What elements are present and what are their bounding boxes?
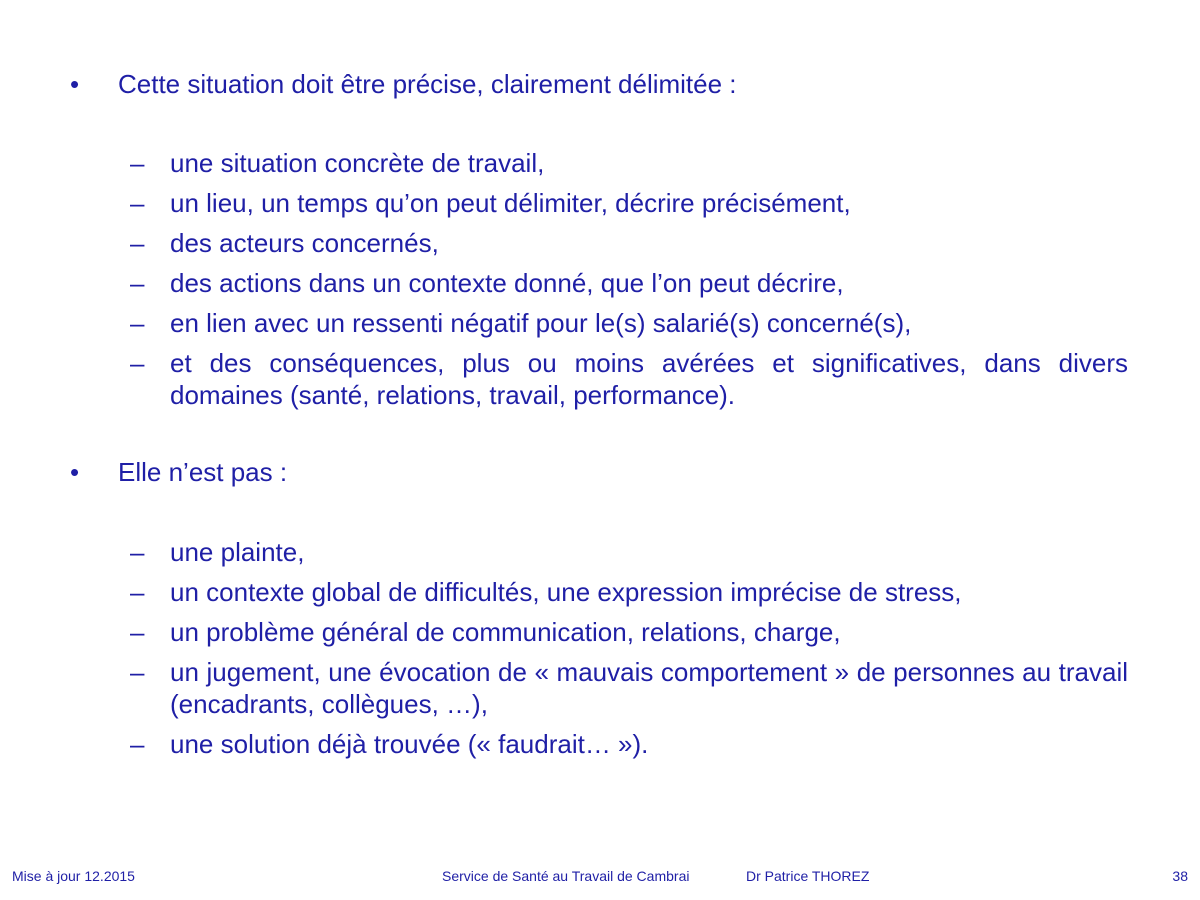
dash-icon: – [130, 729, 145, 759]
dash-icon: – [130, 308, 145, 338]
dash-icon: – [130, 617, 145, 647]
list-item-text: un problème général de communication, relations, charge, [170, 617, 841, 647]
list-item [130, 616, 1128, 648]
list-item [130, 147, 1128, 179]
dash-icon: – [130, 188, 145, 218]
dash-icon: – [130, 148, 145, 178]
bullet-icon: • [70, 69, 80, 99]
list-item-text: une plainte, [170, 537, 305, 567]
list-item-text: en lien avec un ressenti négatif pour le(s) salarié(s) concerné(s), [170, 308, 912, 338]
list-item [130, 536, 1128, 568]
list-item [130, 656, 1128, 720]
list-item [130, 307, 1128, 339]
list-item-text: un jugement, une évocation de « mauvais comportement » de personnes au travail (encadrants, collègues, …), [170, 657, 1128, 719]
bullet-icon: • [70, 457, 80, 487]
dash-icon: – [130, 657, 145, 687]
list-item-text: une situation concrète de travail, [170, 148, 545, 178]
page-number: 38 [1172, 868, 1188, 884]
list-item [130, 347, 1128, 411]
list-item-text: des acteurs concernés, [170, 228, 439, 258]
dash-icon: – [130, 228, 145, 258]
dash-icon: – [130, 537, 145, 567]
heading-text: Elle n’est pas : [118, 457, 288, 487]
list-item [130, 187, 1128, 219]
list-item [130, 576, 1128, 608]
dash-icon: – [130, 268, 145, 298]
list-item-text: un contexte global de difficultés, une expression imprécise de stress, [170, 577, 962, 607]
list-item [130, 728, 1128, 760]
footer-author: Dr Patrice THOREZ [746, 868, 870, 884]
footer-date: Mise à jour 12.2015 [12, 868, 135, 884]
list-item-text: et des conséquences, plus ou moins avérées et significatives, dans divers domaines (santé, relations, travail, performance). [170, 348, 1128, 410]
list-item-text: des actions dans un contexte donné, que l’on peut décrire, [170, 268, 844, 298]
bullet-heading-1 [70, 68, 1130, 100]
dash-icon: – [130, 348, 145, 378]
bullet-heading-2 [70, 456, 1130, 488]
heading-text: Cette situation doit être précise, clairement délimitée : [118, 69, 737, 99]
list-item [130, 267, 1128, 299]
dash-icon: – [130, 577, 145, 607]
list-item [130, 227, 1128, 259]
sub-list-2 [130, 536, 1128, 768]
list-item-text: une solution déjà trouvée (« faudrait… »). [170, 729, 649, 759]
footer-service: Service de Santé au Travail de Cambrai [442, 868, 690, 884]
sub-list-1 [130, 147, 1128, 419]
list-item-text: un lieu, un temps qu’on peut délimiter, décrire précisément, [170, 188, 851, 218]
